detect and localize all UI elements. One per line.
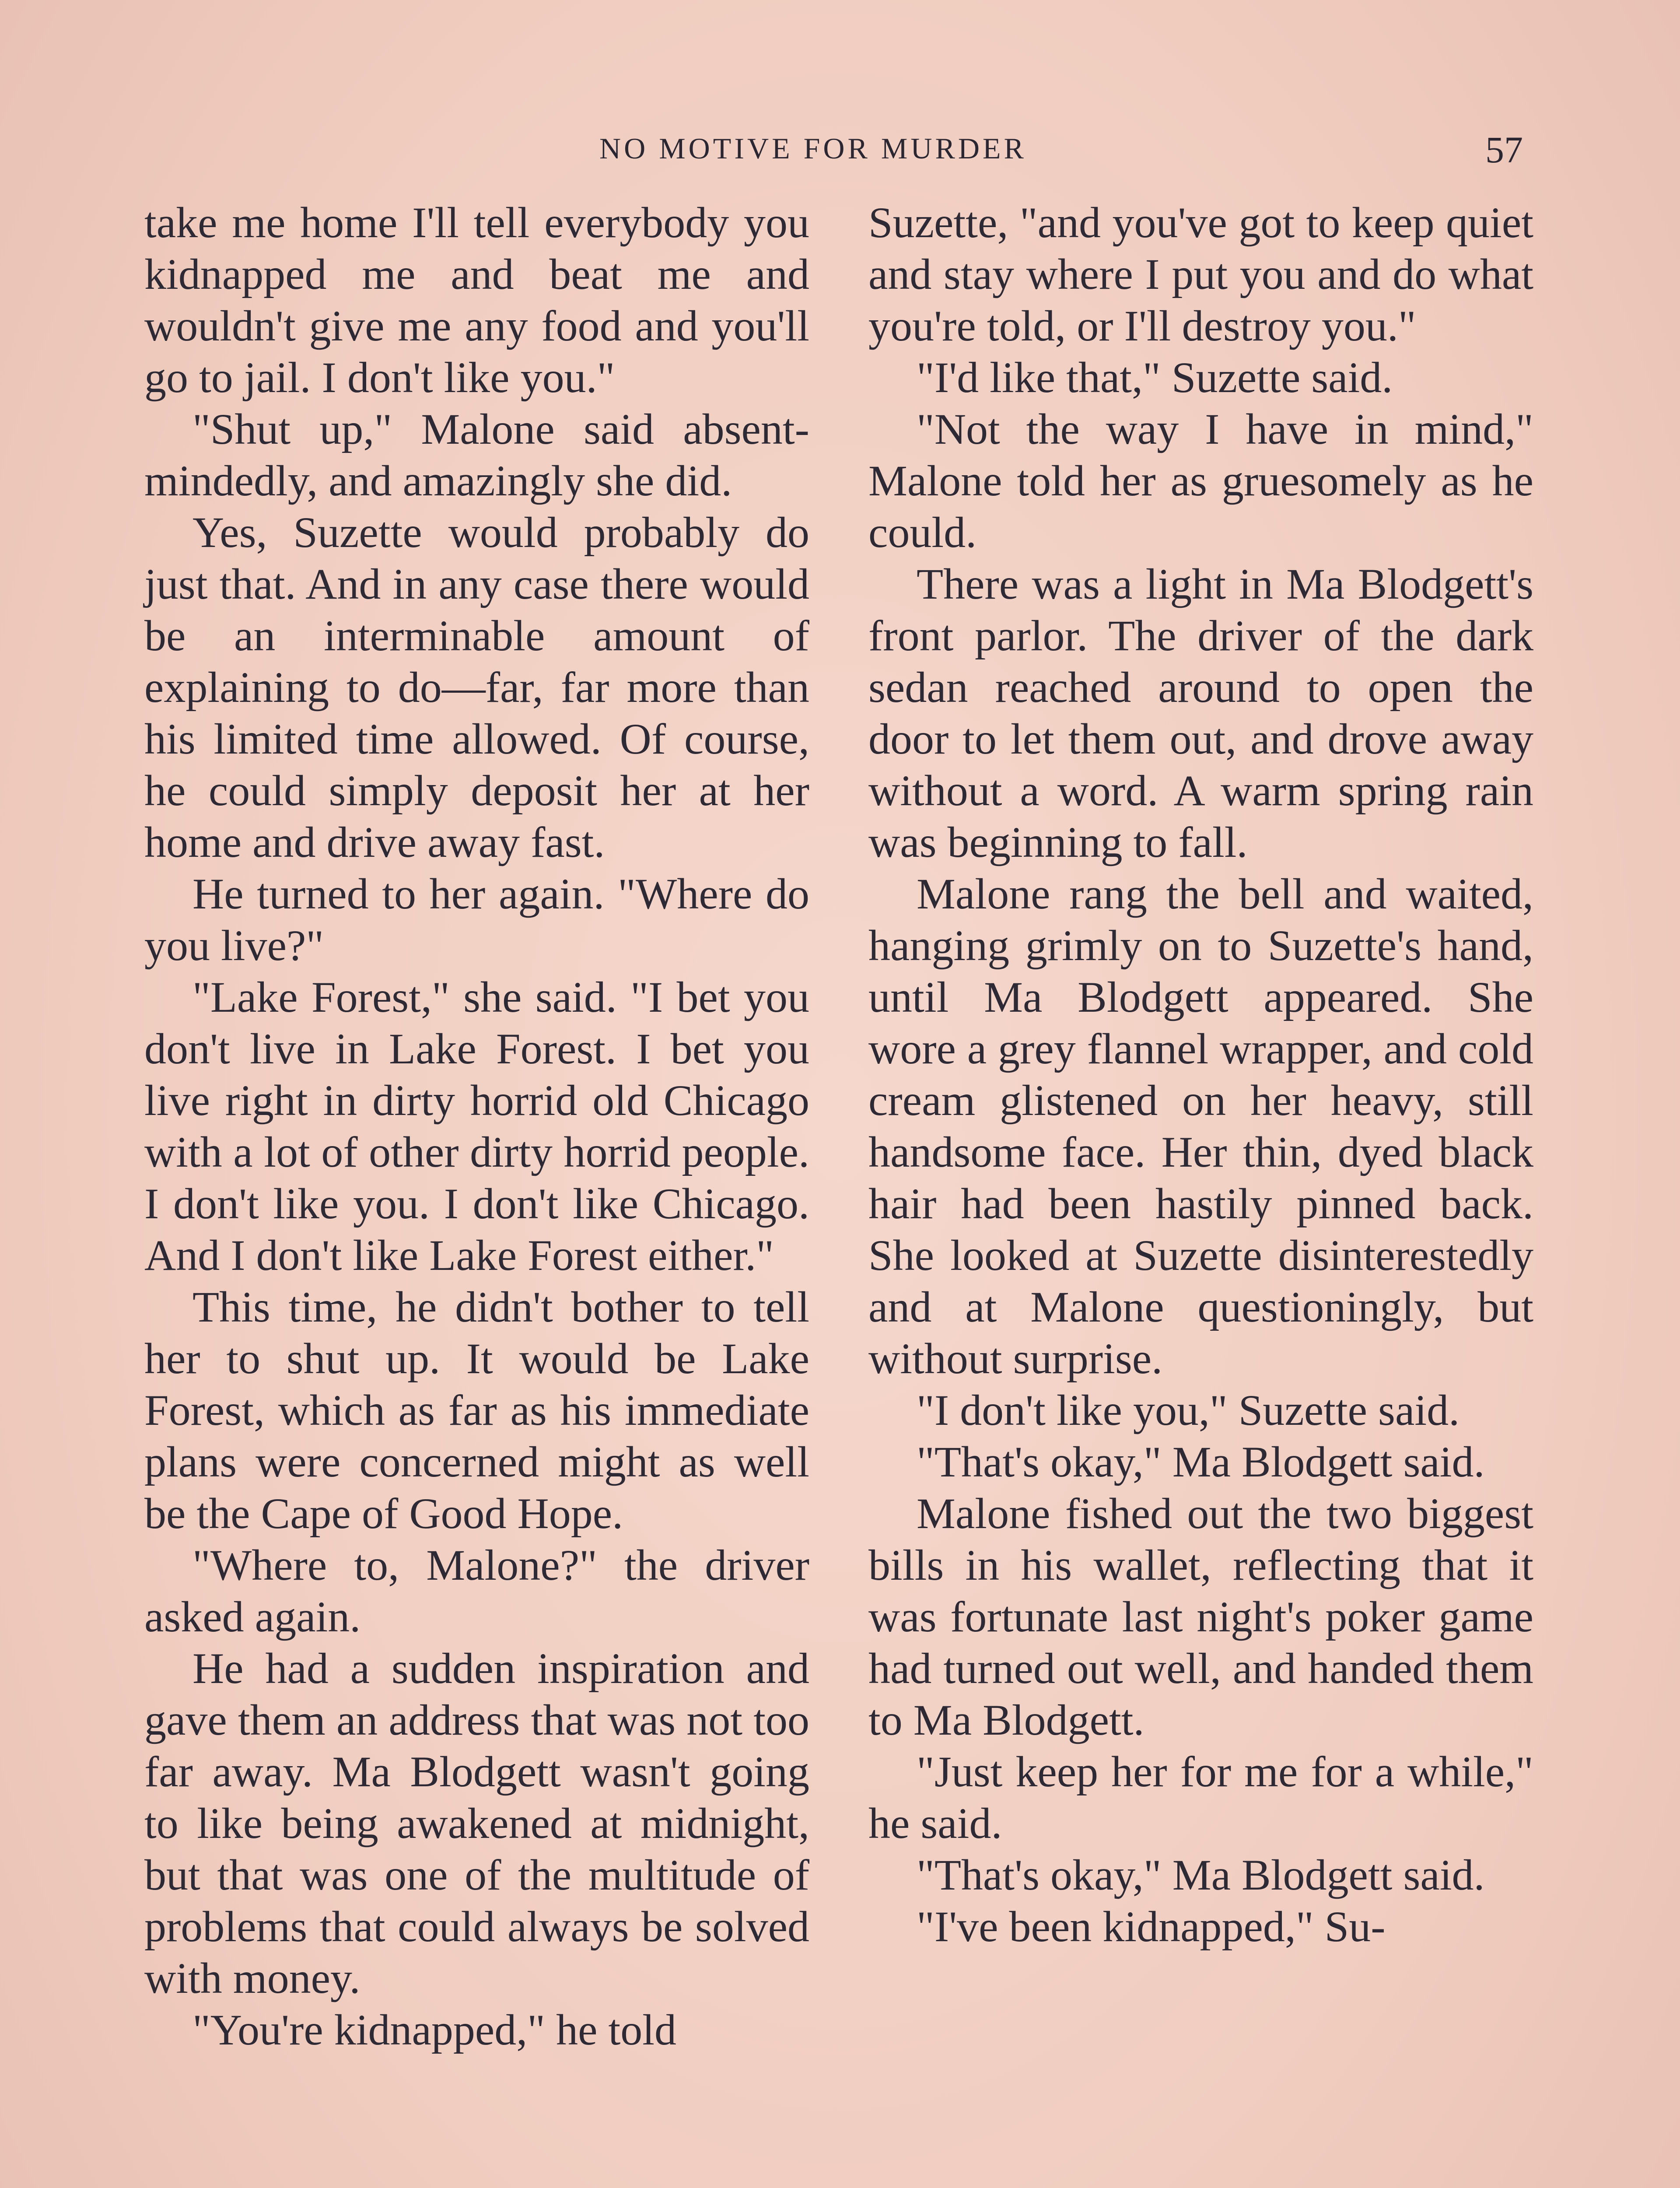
right-text-column: [868, 197, 1533, 1953]
paragraph: Suzette, "and you've got to keep quiet and stay where I put you and do what you're told, or I'll destroy you.": [868, 198, 1533, 350]
paragraph: He had a sudden inspiration and gave them an address that was not too far away. Ma Blodgett wasn't going to like being awakened at midnight, but that was one of the multitude of problems that could always be solved with money.: [144, 1644, 809, 2002]
paragraph: "Where to, Malone?" the driver asked again.: [144, 1541, 809, 1641]
page-number: 57: [1485, 129, 1523, 171]
paragraph: "Shut up," Malone said absent-mindedly, and amazingly she did.: [144, 405, 809, 505]
paragraph: "Not the way I have in mind," Malone told her as gruesomely as he could.: [868, 405, 1533, 557]
paragraph: Yes, Suzette would probably do just that. And in any case there would be an interminable amount of explaining to do—far, far more than his limited time allowed. Of course, he could simply deposit her at her home and drive away fast.: [144, 508, 809, 866]
paragraph: "Lake Forest," she said. "I bet you don't live in Lake Forest. I bet you live right in dirty horrid old Chicago with a lot of other dirty horrid people. I don't like you. I don't like Chicago. And I don't like Lake Forest either.": [144, 973, 809, 1280]
running-title: NO MOTIVE FOR MURDER: [599, 132, 1027, 165]
paragraph: This time, he didn't bother to tell her to shut up. It would be Lake Forest, which as far as his immediate plans were concerned might as well be the Cape of Good Hope.: [144, 1283, 809, 1538]
paragraph: "You're kidnapped," he told: [192, 2006, 677, 2054]
paragraph: take me home I'll tell everybody you kidnapped me and beat me and wouldn't give me any food and you'll go to jail. I don't like you.": [144, 198, 809, 402]
paragraph: There was a light in Ma Blodgett's front parlor. The driver of the dark sedan reached around to open the door to let them out, and drove away without a word. A warm spring rain was beginning to fall.: [868, 560, 1533, 866]
paragraph: He turned to her again. "Where do you live?": [144, 870, 809, 970]
paragraph: "That's okay," Ma Blodgett said.: [917, 1851, 1485, 1899]
paragraph: "I don't like you," Suzette said.: [917, 1386, 1460, 1434]
left-text-column: [144, 197, 809, 2056]
paragraph: Malone rang the bell and waited, hanging grimly on to Suzette's hand, until Ma Blodgett appeared. She wore a grey flannel wrapper, and cold cream glistened on her heavy, still handsome face. Her thin, dyed black hair had been hastily pinned back. She looked at Suzette disinterestedly and at Malone questioningly, but without surprise.: [868, 870, 1533, 1383]
paragraph: Malone fished out the two biggest bills in his wallet, reflecting that it was fortunate last night's poker game had turned out well, and handed them to Ma Blodgett.: [868, 1489, 1533, 1744]
paragraph: "I'd like that," Suzette said.: [917, 353, 1393, 402]
paragraph: "I've been kidnapped," Su-: [917, 1902, 1386, 1951]
paragraph: "Just keep her for me for a while," he said.: [868, 1747, 1533, 1848]
paragraph: "That's okay," Ma Blodgett said.: [917, 1438, 1485, 1486]
